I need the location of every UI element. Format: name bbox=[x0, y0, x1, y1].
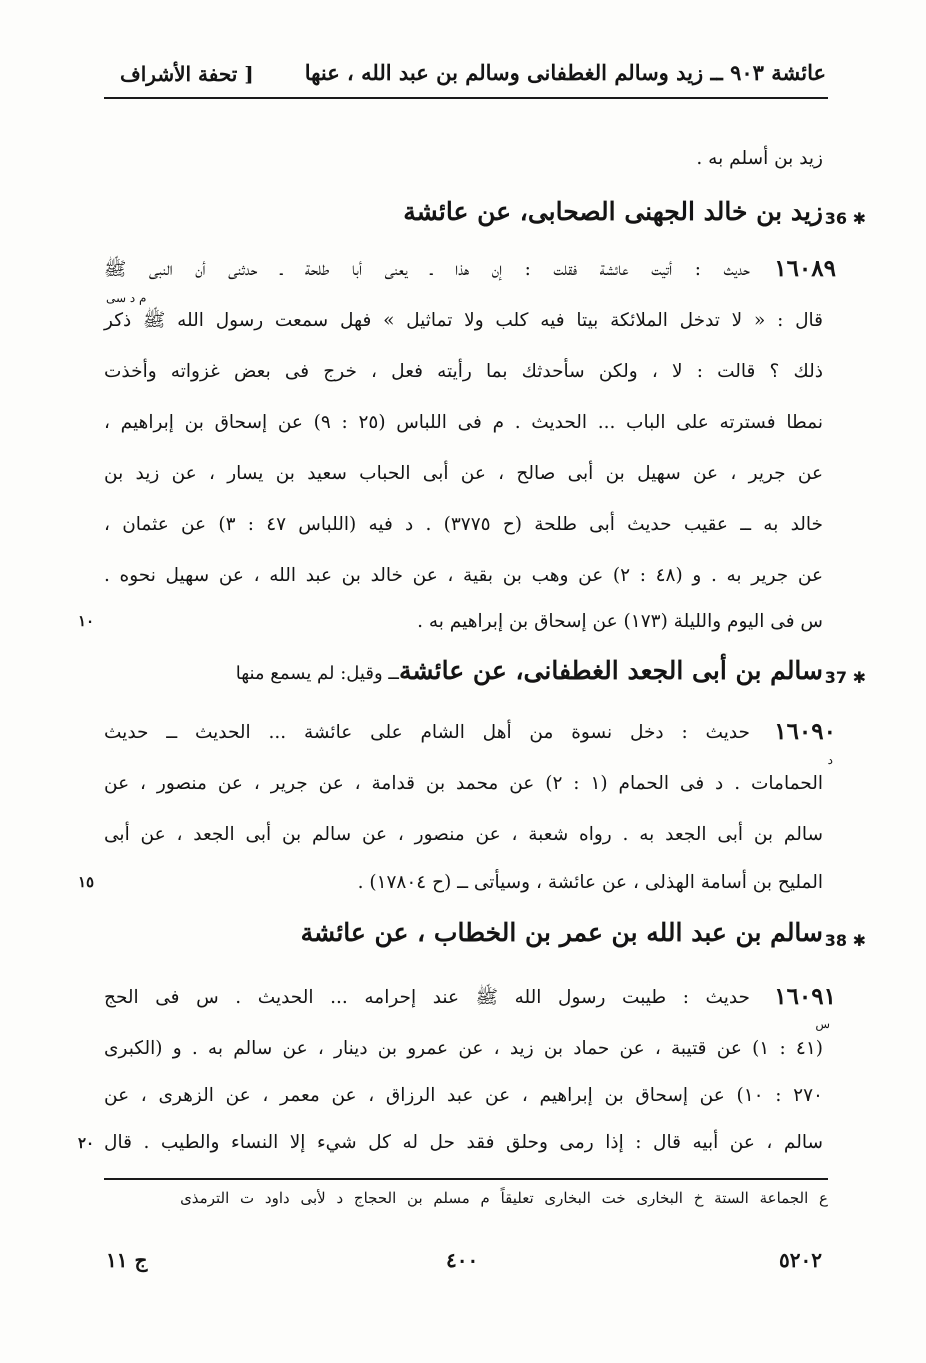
text-line: ٢٧٠ : ١٠) عن إسحاق بن إبراهيم ، عن عبد الرزاق ، عن معمر ، عن الزهرى ، عن bbox=[104, 1085, 823, 1106]
hadith-number: ١٦٠٩٠ bbox=[774, 718, 836, 745]
text-line: حديث : طيبت رسول الله ﷺ عند إحرامه ... الحديث . س فى الحج bbox=[104, 987, 750, 1008]
margin-sigla: م د سى bbox=[106, 291, 147, 305]
margin-sigla: د bbox=[827, 753, 833, 767]
text-line: نمطا فسترته على الباب ... الحديث . م فى اللباس (٢٥ : ٩) عن إسحاق بن إبراهيم ، bbox=[104, 412, 823, 433]
page-number: ٤٠٠ bbox=[446, 1248, 479, 1272]
section-number: 36 ✱ bbox=[824, 209, 866, 228]
line-number: ٢٠ bbox=[78, 1134, 95, 1152]
sigla-key: ع الجماعة الستة خ البخارى خت البخارى تعليقاً م مسلم بن الحجاج د لأبى داود ت الترمذى bbox=[180, 1189, 828, 1207]
section-heading: سالم بن أبى الجعد الغطفانى، عن عائشةــ وقيل: لم يسمع منها bbox=[235, 656, 823, 685]
section-heading: زيد بن خالد الجهنى الصحابى، عن عائشة bbox=[403, 197, 823, 226]
continuation-line: زيد بن أسلم به . bbox=[696, 148, 823, 169]
footer-rule bbox=[104, 1178, 828, 1180]
text-line: ذلك ؟ قالت : لا ، ولكن سأحدثك بما رأيته فعل ، خرج فى بعض غزواته وأخذت bbox=[104, 361, 823, 382]
section-number: 37 ✱ bbox=[824, 668, 866, 687]
hadith-number: ١٦٠٩١ bbox=[774, 983, 836, 1010]
text-line: قال : « لا تدخل الملائكة بيتا فيه كلب ولا تماثيل » فهل سمعت رسول الله ﷺ ذكر bbox=[104, 310, 823, 331]
line-number: ١٠ bbox=[78, 612, 95, 630]
header-rule bbox=[104, 97, 828, 99]
running-header-title: عائشة ٩٠٣ ــ زيد وسالم الغطفانى وسالم بن عبد الله ، عنها bbox=[304, 60, 826, 85]
line-number: ١٥ bbox=[78, 873, 95, 891]
text-line: س فى اليوم والليلة (١٧٣) عن إسحاق بن إبراهيم به . bbox=[417, 611, 823, 632]
section-note: ــ وقيل: لم يسمع منها bbox=[235, 663, 399, 684]
text-line: خالد به ــ عقيب حديث أبى طلحة (ح ٣٧٧٥) . د فيه (اللباس ٤٧ : ٣) عن عثمان ، bbox=[104, 514, 823, 535]
running-header-book: [ تحفة الأشراف bbox=[120, 62, 254, 86]
text-line: المليح بن أسامة الهذلى ، عن عائشة ، وسيأتى ــ (ح ١٧٨٠٤) . bbox=[357, 872, 823, 893]
text-line: سالم ، عن أبيه قال : إذا رمى وحلق فقد حل له كل شيء إلا النساء والطيب . قال bbox=[104, 1132, 823, 1153]
text-line: (٤١ : ١) عن قتيبة ، عن حماد بن زيد ، عن عمرو بن دينار ، عن سالم به . و (الكبرى bbox=[104, 1038, 823, 1059]
section-heading: سالم بن عبد الله بن عمر بن الخطاب ، عن عائشة bbox=[300, 918, 823, 947]
text-line: حديث : أتيت عائشة فقلت : إن هذا ـ يعنى أبا طلحة ـ حدثنى أن النبى ﷺ bbox=[104, 259, 750, 280]
page-serial: ٥٢٠٢ bbox=[779, 1248, 822, 1272]
section-number: 38 ✱ bbox=[824, 931, 866, 950]
text-line: الحمامات . د فى الحمام (١ : ٢) عن محمد بن قدامة ، عن جرير ، عن منصور ، عن bbox=[104, 773, 823, 794]
text-line: سالم بن أبى الجعد به . رواه شعبة ، عن منصور ، عن سالم بن أبى الجعد ، عن أبى bbox=[104, 824, 823, 845]
margin-sigla: س bbox=[815, 1017, 830, 1031]
volume-number: ج ١١ bbox=[106, 1248, 148, 1272]
text-line: عن جرير ، عن سهيل بن أبى صالح ، عن أبى الحباب سعيد بن يسار ، عن زيد بن bbox=[104, 463, 823, 484]
text-line: حديث : دخل نسوة من أهل الشام على عائشة ... الحديث ــ حديث bbox=[104, 722, 750, 743]
hadith-number: ١٦٠٨٩ bbox=[774, 255, 836, 282]
text-line: عن جرير به . و (٤٨ : ٢) عن وهب بن بقية ، عن خالد بن عبد الله ، عن سهيل نحوه . bbox=[104, 565, 823, 586]
